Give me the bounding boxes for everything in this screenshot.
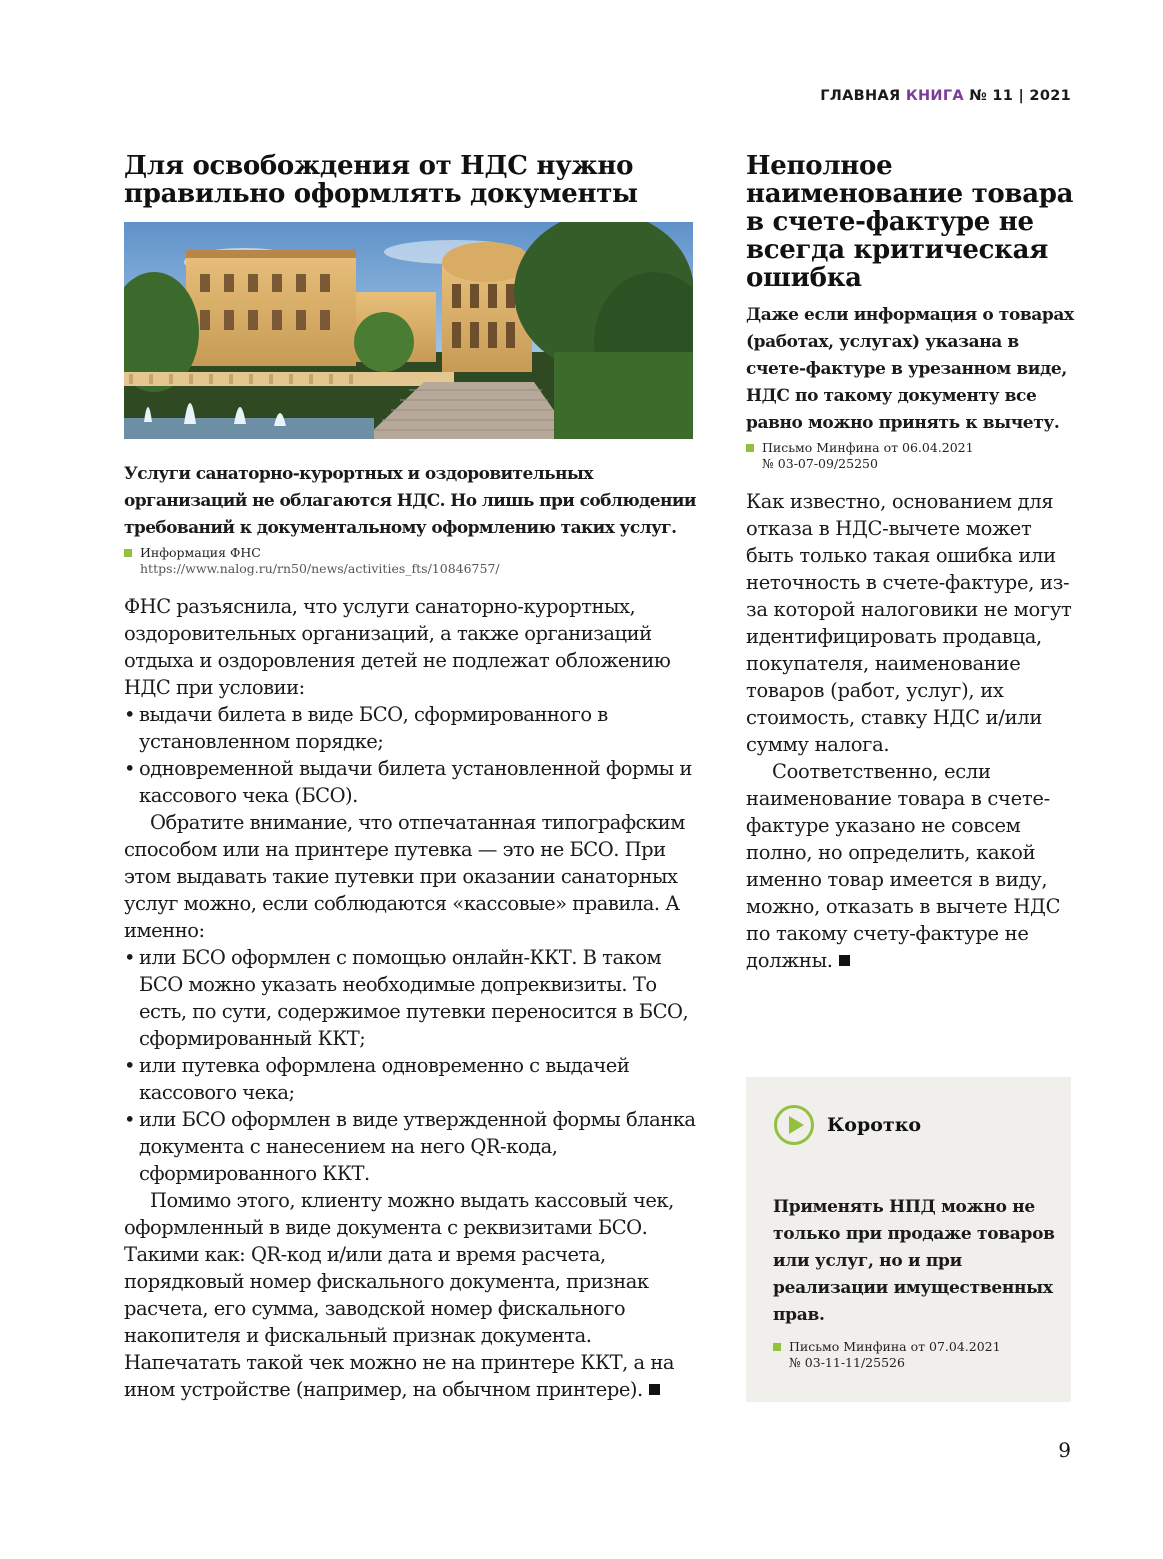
left-article-source xyxy=(124,545,704,577)
right-article xyxy=(746,152,1076,974)
left-article xyxy=(124,152,704,1403)
masthead xyxy=(820,88,1071,104)
brief-source xyxy=(773,1339,1079,1371)
issue-number: № 11 | 2021 xyxy=(969,88,1071,104)
brief-text: Применять НПД можно не только при продаже товаров или услуг, но и при реализации имущественных прав. xyxy=(773,1197,1055,1325)
end-mark xyxy=(649,1384,660,1395)
right-article-lead: Даже если информация о товарах (работах, услугах) указана в счете-фактуре в урезанном виде, НДС по такому документу все равно можно принять к вычету. xyxy=(746,305,1074,433)
list-item: • выдачи билета в виде БСО, сформированного в установленном порядке; xyxy=(124,701,704,755)
paragraph-last xyxy=(124,1187,704,1403)
rules-list xyxy=(124,944,704,1187)
brief-header xyxy=(773,1104,921,1146)
paragraph-text: Соответственно, если наименование товара в счете-фактуре указано не совсем полно, но определить, какой именно товар имеется в виду, можно, отказать в вычете НДС по такому счету-фактуре не должны. xyxy=(746,760,1061,972)
paragraph: ФНС разъяснила, что услуги санаторно-курортных, оздоровительных организаций, а также организаций отдыха и оздоровления детей не подлежат обложению НДС при условии: xyxy=(124,595,671,699)
list-item: • или БСО оформлен в виде утвержденной формы бланка документа с нанесением на него QR-кода, сформированного ККТ. xyxy=(124,1106,704,1187)
source-link[interactable]: https://www.nalog.ru/rn50/news/activities_fts/10846757/ xyxy=(140,561,500,576)
source-marker xyxy=(746,444,754,452)
end-mark xyxy=(839,955,850,966)
left-article-lead: Услуги санаторно-курортных и оздоровительных организаций не облагаются НДС. Но лишь при соблюдении требований к документальному оформлению таких услуг. xyxy=(124,464,696,538)
sanatorium-photo xyxy=(124,222,693,439)
list-item: • или путевка оформлена одновременно с выдачей кассового чека; xyxy=(124,1052,704,1106)
right-article-source xyxy=(746,440,1076,472)
paragraph: Как известно, основанием для отказа в НДС-вычете может быть только такая ошибка или неточность в счете-фактуре, из-за которой налоговики не могут идентифицировать продавца, покупателя, наименование товаров (работ, услуг), их стоимость, ставку НДС и/или сумму налога. xyxy=(746,490,1072,756)
source-line: Письмо Минфина от 06.04.2021 xyxy=(762,440,974,455)
source-line: Письмо Минфина от 07.04.2021 xyxy=(789,1339,1001,1354)
source-marker xyxy=(773,1343,781,1351)
source-label: Информация ФНС xyxy=(140,545,261,560)
list-item: • одновременной выдачи билета установленной формы и кассового чека (БСО). xyxy=(124,755,704,809)
paragraph-last xyxy=(746,758,1076,974)
source-number: № 03-07-09/25250 xyxy=(762,456,878,471)
left-article-title: Для освобождения от НДС нужно правильно оформлять документы xyxy=(124,151,638,209)
paragraph: Обратите внимание, что отпечатанная типографским способом или на принтере путевка — это не БСО. При этом выдавать такие путевки при оказании санаторных услуг можно, если соблюдаются «кассовые» правила. А именно: xyxy=(124,811,685,942)
play-icon xyxy=(773,1104,815,1146)
left-article-body xyxy=(124,593,704,1403)
magazine-name-accent: КНИГА xyxy=(905,88,964,104)
brief-box xyxy=(746,1077,1071,1402)
right-article-title: Неполное наименование товара в счете-фактуре не всегда критическая ошибка xyxy=(746,151,1074,293)
brief-title: Коротко xyxy=(827,1114,922,1136)
conditions-list xyxy=(124,701,704,809)
source-number: № 03-11-11/25526 xyxy=(789,1355,905,1370)
paragraph-text: Помимо этого, клиенту можно выдать кассовый чек, оформленный в виде документа с реквизитами БСО. Такими как: QR-код и/или дата и время расчета, порядковый номер фискального документа, признак расчета, его сумма, заводской номер фискального накопителя и фискальный признак документа. Напечатать такой чек можно не на принтере ККТ, а на ином устройстве (например, на обычном принтере). xyxy=(124,1189,674,1401)
magazine-name: ГЛАВНАЯ xyxy=(820,88,901,104)
right-article-body xyxy=(746,488,1076,974)
page-number: 9 xyxy=(1058,1438,1071,1462)
source-marker xyxy=(124,549,132,557)
list-item: • или БСО оформлен с помощью онлайн-ККТ. В таком БСО можно указать необходимые допреквизиты. То есть, по сути, содержимое путевки переносится в БСО, сформированный ККТ; xyxy=(124,944,704,1052)
